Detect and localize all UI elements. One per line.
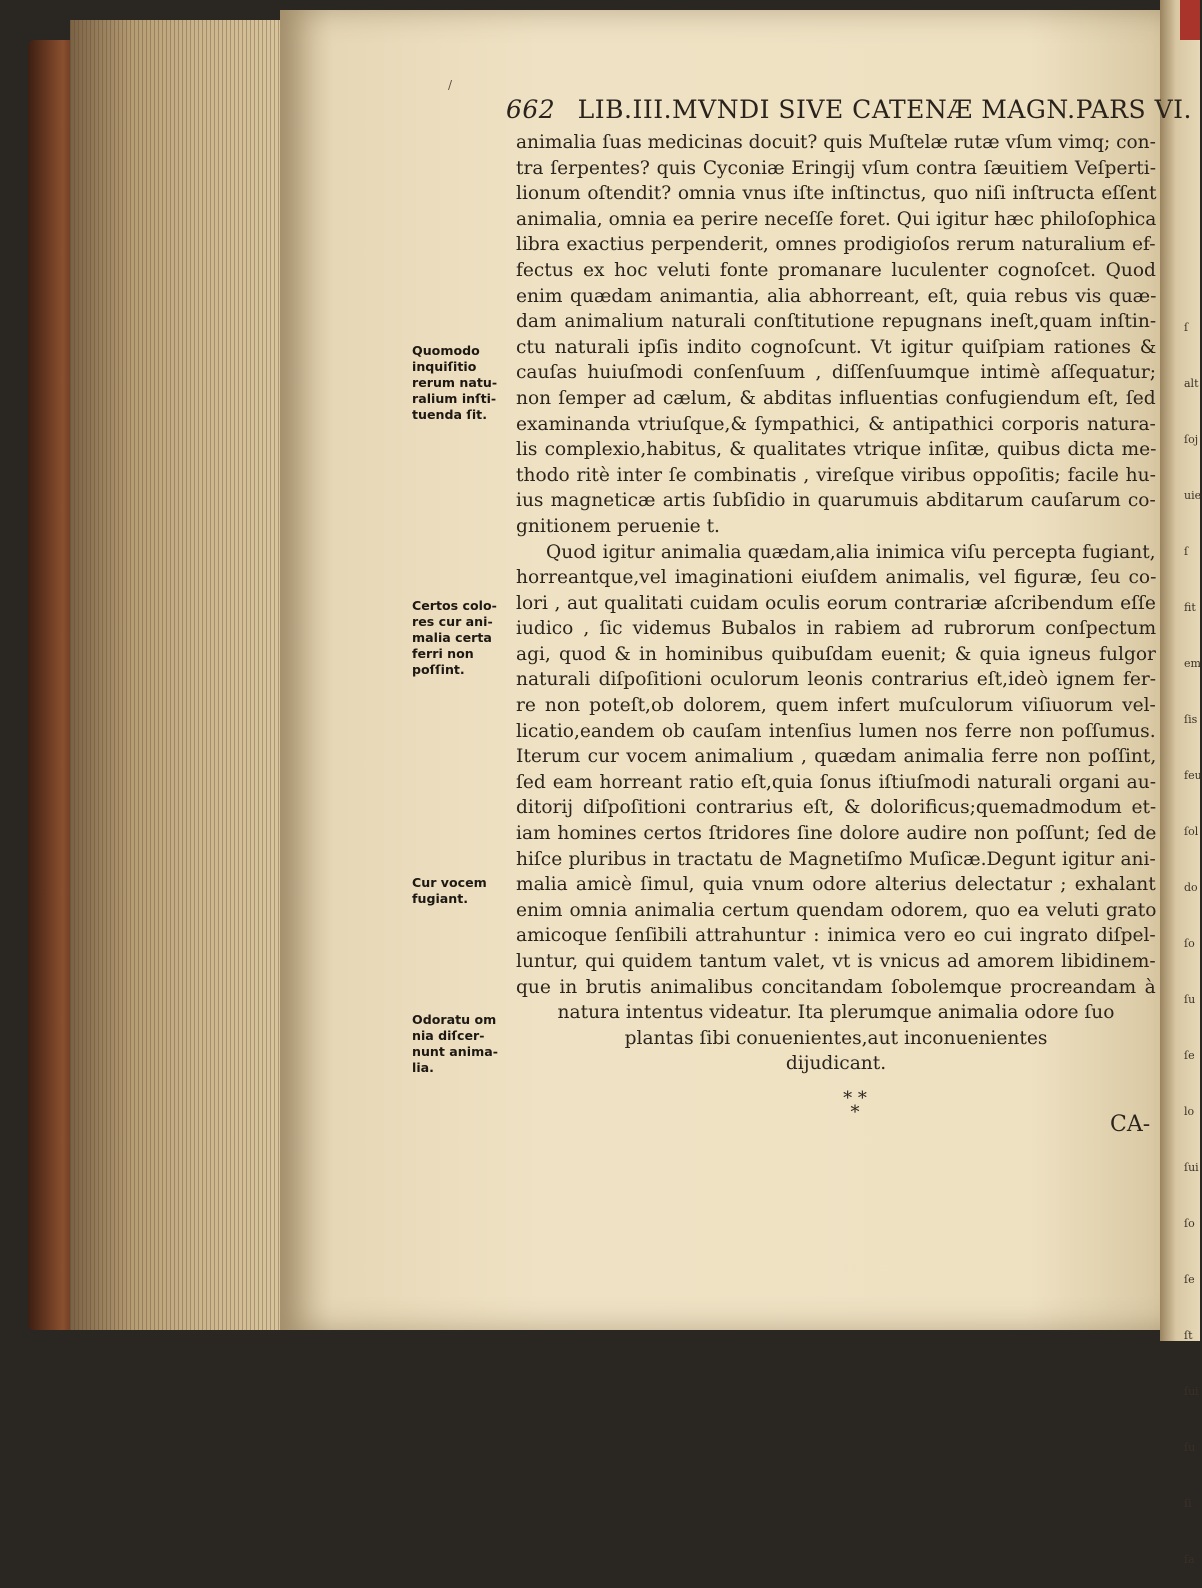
margin-note-line: ferri non — [412, 646, 474, 661]
text-line: horreantque,vel imaginationi eiuſdem animalis, vel figuræ, ſeu co- — [516, 567, 1157, 589]
text-line: examinanda vtriuſque,& ſympathici, & antipathici corporis natura- — [516, 413, 1156, 435]
text-line: iam homines certos ſtridores ſine dolore audire non poſſunt; ſed de — [516, 823, 1157, 845]
text-line: lionum oſtendit? omnia vnus iſte inſtinctus, quo niſi inſtructa eſſent — [516, 183, 1157, 205]
margin-note-line: Certos colo- — [412, 598, 497, 613]
text-line: Quod igitur animalia quædam,alia inimica viſu percepta fugiant, — [546, 541, 1156, 563]
text-line: que in brutis animalibus concitandam ſobolemque procreandam à — [516, 976, 1156, 998]
margin-note-voice — [412, 875, 516, 907]
text-line: naturali diſpoſitioni oculorum leonis contrarius eſt,ideò ignem fer- — [516, 669, 1157, 691]
margin-note-line: lia. — [412, 1060, 434, 1075]
text-line: animalia ſuas medicinas docuit? quis Muſtelæ rutæ vſum vimq; con- — [516, 132, 1156, 153]
text-line: agi, quod & in hominibus quibuſdam euenit; & quia igneus fulgor — [516, 643, 1156, 665]
text-line: iudico , ſic videmus Bubalos in rabiem ad rubrorum conſpectum — [516, 618, 1157, 640]
text-line: ſed eam horreant ratio eſt,quia ſonus iſtiuſmodi naturali organi au- — [516, 771, 1156, 793]
text-line: lori , aut qualitati cuidam oculis eorum contrariæ aſcribendum eſſe — [516, 592, 1156, 614]
text-line: enim omnia animalia certum quendam odorem, quo ea veluti grato — [516, 899, 1157, 921]
text-line: non ſemper ad cælum, & abditas influentias confugiendum eſt, ſed — [516, 387, 1156, 409]
right-page-sliver — [1160, 0, 1202, 1566]
text-line: licatio,eandem ob cauſam intenſius lumen nos ferre non poſſumus. — [516, 720, 1156, 742]
main-text-block — [516, 130, 1156, 1077]
text-line: gnitionem peruenie t. — [516, 515, 720, 537]
text-line: enim quædam animantia, alia abhorreant, eſt, quia rebus vis quæ- — [516, 285, 1157, 307]
right-page-text-fragments: ſ alt ſoj uie ſ fit em ſis feu ſol do ſo ſu ſe lo ſui ſo ſe ſt ſui ſu ſi ſa — [1184, 321, 1202, 1566]
margin-note-line: tuenda ſit. — [412, 407, 487, 422]
page-number: 662 — [506, 95, 556, 124]
margin-note-smell — [412, 1012, 516, 1076]
margin-note-line: Quomodo — [412, 343, 480, 358]
margin-note-line: Odoratu om — [412, 1012, 497, 1027]
page-edges — [70, 20, 280, 1330]
text-line: tra ſerpentes? quis Cyconiæ Eringij vſum contra ſæuitiem Veſperti- — [516, 157, 1156, 179]
running-head — [506, 95, 1192, 124]
end-ornament: * * * — [843, 1088, 867, 1123]
margin-note-line: malia certa — [412, 630, 492, 645]
text-line: cauſas huiuſmodi conſenſuum , diſſenſuumque intimè aſſequatur; — [516, 362, 1157, 384]
margin-note-line: Cur vocem — [412, 875, 487, 890]
margin-note-line: res cur ani- — [412, 614, 493, 629]
margin-note-line: ralium inſti- — [412, 391, 497, 406]
text-line: plantas ſibi conuenientes,aut inconuenientes — [624, 1027, 1048, 1049]
text-line: natura intentus videatur. Ita plerumque animalia odore ſuo — [557, 1002, 1115, 1024]
text-line: animalia, omnia ea perire neceſſe foret. Qui igitur hæc philoſophica — [516, 208, 1157, 230]
text-line: lis complexio,habitus, & qualitates vtrique inſitæ, quibus dicta me- — [516, 439, 1157, 461]
catchword: CA- — [1110, 1112, 1151, 1137]
margin-note-line: nunt anima- — [412, 1044, 498, 1059]
text-line: re non poteſt,ob dolorem, quem infert muſculorum viſiuorum vel- — [516, 695, 1156, 717]
margin-note-line: inquiſitio — [412, 359, 477, 374]
text-line: Iterum cur vocem animalium , quædam animalia ferre non poſſint, — [516, 746, 1157, 768]
text-line: ctu naturali ipſis indito cognoſcunt. Vt igitur quiſpiam rationes & — [516, 336, 1157, 358]
running-title: LIB.III.MVNDI SIVE CATENÆ MAGN.PARS VI. — [577, 95, 1192, 124]
margin-note-line: fugiant. — [412, 891, 469, 906]
text-line: ditorij diſpoſitioni contrarius eſt, & dolorificus;quemadmodum et- — [516, 797, 1157, 819]
margin-note-line: nia diſcer- — [412, 1028, 485, 1043]
margin-note-line: poſſint. — [412, 662, 465, 677]
text-line: amicoque ſenſibili attrahuntur : inimica vero eo cui ingrato diſpel- — [516, 925, 1156, 947]
text-line: thodo ritè inter ſe combinatis , vireſque viribus oppoſitis; facile hu- — [516, 464, 1156, 486]
margin-note-line: rerum natu- — [412, 375, 498, 390]
text-line: dijudicant. — [785, 1053, 887, 1075]
text-line: dam animalium naturali conſtitutione repugnans ineſt,quam inſtin- — [516, 311, 1157, 333]
text-line: fectus ex hoc veluti fonte promanare luculenter cognoſcet. Quod — [516, 259, 1156, 281]
red-page-edge — [1180, 0, 1200, 40]
margin-note-inquiry — [412, 343, 516, 423]
text-line: libra exactius perpenderit, omnes prodigioſos rerum naturalium ef- — [516, 234, 1156, 256]
ink-mark: / — [448, 78, 453, 92]
text-line: hiſce pluribus in tractatu de Magnetiſmo Muſicæ.Degunt igitur ani- — [516, 848, 1156, 870]
text-line: luntur, qui quidem tantum valet, vt is vnicus ad amorem libidinem- — [516, 951, 1156, 972]
text-line: ius magneticæ artis ſubſidio in quarumuis abditarum cauſarum co- — [516, 490, 1156, 512]
margin-note-colors — [412, 598, 516, 678]
text-line: malia amicè ſimul, quia vnum odore alterius delectatur ; exhalant — [516, 874, 1156, 896]
